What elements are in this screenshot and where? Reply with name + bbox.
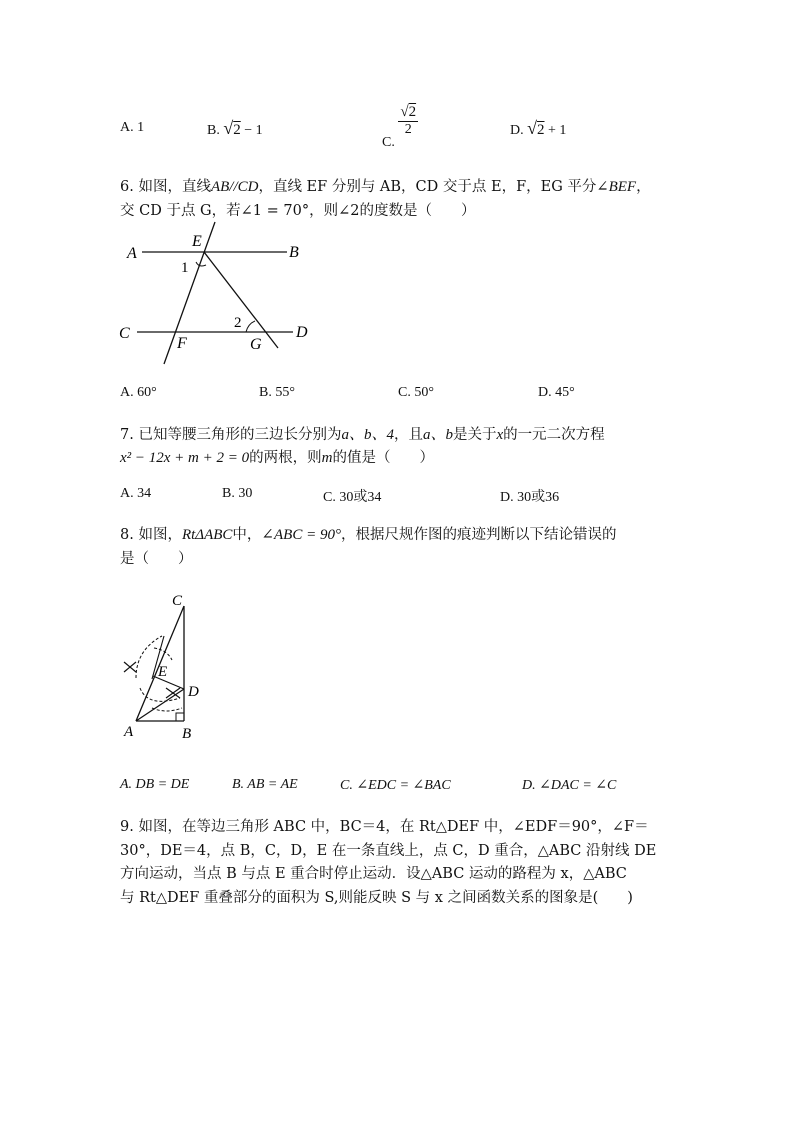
label-e: E [158, 664, 168, 680]
q6-line1-part-b: ，直线 EF 分别与 AB，CD 交于点 E，F，EG 平分∠ [258, 179, 609, 195]
q9-text-line3: 方向运动，当点 B 与点 E 重合时停止运动．设△ABC 运动的路程为 x，△ABC [120, 866, 627, 882]
q7-line2-part-d: 的值是（ ） [332, 450, 434, 466]
label-d: D [296, 324, 308, 341]
q7-option-b: B. 30 [222, 486, 253, 501]
q7-text-line1 [120, 423, 605, 444]
sqrt-symbol: √ [400, 104, 409, 120]
label-angle-2: 2 [234, 315, 242, 331]
q5-option-a: A. 1 [120, 120, 145, 135]
label-a: A [127, 245, 137, 262]
label-g: G [250, 336, 262, 353]
label-c: C [172, 593, 183, 609]
q5-option-d [510, 118, 566, 139]
construction-arc-3 [152, 708, 182, 711]
label-c: C [119, 325, 130, 342]
q8-line1-math: RtΔABC [181, 527, 233, 543]
q8-option-b [232, 777, 298, 793]
q9-text-line2: 30°，DE＝4，点 B，C，D，E 在一条直线上，点 C，D 重合，△ABC 沿射线 DE [120, 843, 657, 859]
q8-figure [112, 588, 212, 743]
q6-line1-math: AB//CD [210, 179, 259, 195]
q8-option-a [120, 777, 189, 793]
q5-option-c-prefix: C. [382, 135, 395, 151]
q5-option-c-radicand: 2 [408, 104, 417, 120]
q6-option-b: B. 55° [259, 385, 295, 400]
q7-line1-part-b: ，且 [393, 427, 423, 443]
right-angle-mark [176, 713, 184, 721]
q5-option-d-radicand: 2 [537, 122, 545, 138]
q7-line1-math: a、b、4 [341, 427, 394, 443]
q5-option-c-denominator: 2 [404, 122, 412, 137]
q8-option-a-text: A. DB = DE [120, 777, 190, 792]
q6-text-line2: 交 CD 于点 G，若∠1 = 70°，则∠2的度数是（ ） [120, 203, 476, 219]
q7-text-line2 [120, 446, 434, 467]
q6-option-a: A. 60° [120, 385, 157, 400]
q6-line1-part-c: ， [636, 179, 651, 195]
q5-option-d-rest: + 1 [544, 123, 567, 138]
q9-text-line4: 与 Rt△DEF 重叠部分的面积为 S,则能反映 S 与 x 之间函数关系的图象是( ) [120, 890, 633, 906]
sqrt-symbol: √ [223, 118, 234, 138]
q9-text-line1: 9. 如图，在等边三角形 ABC 中，BC＝4，在 Rt△DEF 中，∠EDF＝90°，∠F＝ [120, 819, 649, 835]
label-e: E [192, 233, 202, 250]
q7-line2-part-c: m [321, 450, 333, 466]
q8-line1-part-c: ，根据尺规作图的痕迹判断以下结论错误的 [340, 527, 617, 543]
q8-option-b-text: B. AB = AE [232, 777, 298, 792]
q5-option-b-rest: − 1 [240, 123, 263, 138]
angle-2-arc [246, 321, 255, 332]
label-angle-1: 1 [181, 260, 189, 276]
q5-option-c [382, 104, 418, 151]
q7-line2-part-b: 的两根，则 [249, 450, 322, 466]
line-eg [204, 252, 278, 348]
q8-option-d-text: D. ∠DAC = ∠C [522, 778, 617, 793]
q7-line1-part-e: x [496, 427, 504, 443]
q5-option-b-prefix: B. [207, 123, 220, 138]
q8-line1-math2: ∠ABC = 90° [261, 527, 341, 543]
q8-text-line1 [120, 523, 616, 544]
sqrt-symbol: √ [527, 118, 538, 138]
q6-option-c: C. 50° [398, 385, 434, 400]
q7-equation: x² − 12x + m + 2 = 0 [120, 450, 250, 466]
q6-text-line1 [120, 175, 651, 196]
construction-arc-4 [154, 648, 172, 660]
q8-option-d [522, 777, 616, 794]
q5-option-c-fraction [398, 104, 418, 138]
q6-line1-math2: BEF [608, 179, 637, 195]
label-f: F [177, 335, 187, 352]
q5-option-d-prefix: D. [510, 123, 524, 138]
label-b: B [289, 244, 299, 261]
line-ef [164, 222, 215, 364]
q7-line1-part-d: 是关于 [452, 427, 497, 443]
label-a: A [124, 724, 134, 740]
q7-line1-part-f: 的一元二次方程 [503, 427, 605, 443]
label-b: B [182, 726, 192, 742]
q6-option-d: D. 45° [538, 385, 575, 400]
label-d: D [188, 684, 199, 700]
q8-text-line2: 是（ ） [120, 551, 193, 567]
q5-option-b [207, 118, 263, 139]
q8-line1-part-b: 中， [232, 527, 262, 543]
q7-option-d: D. 30或36 [500, 490, 560, 505]
q5-option-b-radicand: 2 [233, 122, 241, 138]
q7-line1-part-c: a、b [422, 427, 453, 443]
q7-option-a: A. 34 [120, 486, 152, 501]
construction-arc-2 [140, 688, 180, 701]
q8-line1-part-a: 8. 如图， [120, 527, 182, 543]
q6-line1-part-a: 6. 如图，直线 [120, 179, 211, 195]
q8-option-c [340, 777, 451, 794]
q7-option-c: C. 30或34 [323, 490, 382, 505]
q8-option-c-text: C. ∠EDC = ∠BAC [340, 778, 451, 793]
q7-line1-part-a: 7. 已知等腰三角形的三边长分别为 [120, 427, 342, 443]
q6-figure [115, 218, 325, 370]
